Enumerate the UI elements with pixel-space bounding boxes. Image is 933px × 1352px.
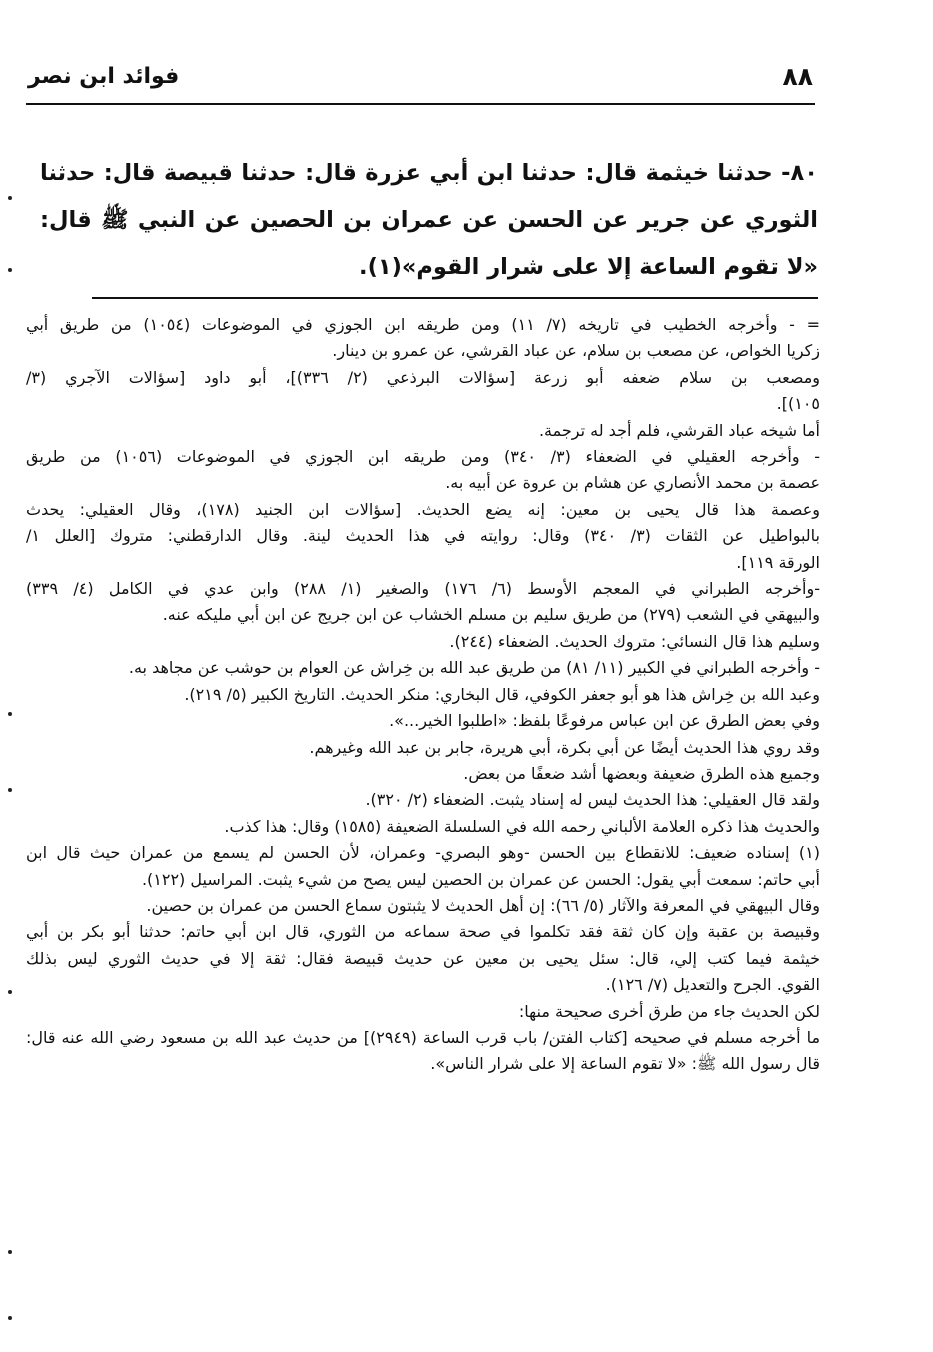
footnote-line: - وأخرجه العقيلي في الضعفاء (٣/ ٣٤٠) ومن طريقه ابن الجوزي في الموضوعات (١٠٥٦) من طريق: [26, 447, 820, 467]
footnote-line: وسليم هذا قال النسائي: متروك الحديث. الضعفاء (٢٤٤).: [449, 631, 820, 651]
page-number: ٨٨: [782, 62, 813, 91]
footnote-line: - وأخرجه الطبراني في الكبير (١١/ ٨١) من طريق عبد الله بن خِراش عن العوام بن حوشب عن مجاهد به.: [128, 658, 820, 678]
running-title: فوائد ابن نصر: [28, 64, 180, 89]
footnote-line: وقد روي هذا الحديث أيضًا عن أبي بكرة، أبي هريرة، جابر بن عبد الله وغيرهم.: [309, 737, 820, 757]
footnote-line: أما شيخه عباد القرشي، فلم أجد له ترجمة.: [538, 420, 820, 440]
scan-speck: [8, 196, 12, 200]
footnote-line: والحديث هذا ذكره العلامة الألباني رحمه الله في السلسلة الضعيفة (١٥٨٥) وقال: هذا كذب.: [224, 816, 820, 836]
page-header: [28, 62, 813, 102]
footnote-line: -وأخرجه الطبراني في المعجم الأوسط (٦/ ١٧٦) والصغير (١/ ٢٨٨) وابن عدي في الكامل (٤/ ٣٣٩): [26, 579, 820, 599]
footnote-line: عصمة بن محمد الأنصاري عن هشام بن عروة عن أبيه به.: [445, 473, 820, 493]
footnote-line: لكن الحديث جاء من طرق أخرى صحيحة منها:: [518, 1001, 820, 1021]
footnote-line: وعبد الله بن خِراش هذا هو أبو جعفر الكوفي، قال البخاري: منكر الحديث. التاريخ الكبير (٥/ ٢١٩).: [184, 684, 820, 704]
footnote-line: بالبواطيل عن الثقات (٣/ ٣٤٠) وقال: روايته في هذا الحديث لينة. وقال الدارقطني: متروك [العلل ١/: [26, 526, 820, 546]
hadith-paragraph: ٨٠- حدثنا خيثمة قال: حدثنا ابن أبي عزرة قال: حدثنا قبيصة قال: حدثنا الثوري عن جرير عن الحسن عن عمران بن الحصين عن النبي ﷺ قال: «لا تقوم الساعة إلا على شرار القوم»(١).: [40, 160, 818, 280]
footnote-line: وقال البيهقي في المعرفة والآثار (٥/ ٦٦): إن أهل الحديث لا يثبتون سماع الحسن من عمران بن حصين.: [146, 895, 820, 915]
footnotes: [26, 312, 820, 1078]
scan-speck: [8, 712, 12, 716]
footnote-line: زكريا الخواص، عن مصعب بن سلام، عن عباد القرشي، عن عمرو بن دينار.: [332, 341, 820, 361]
footnote-line: وفي بعض الطرق عن ابن عباس مرفوعًا بلفظ: «اطلبوا الخير...».: [389, 711, 820, 731]
footnote-line: ١٠٥)].: [776, 394, 820, 414]
footnote-line: ما أخرجه مسلم في صحيحه [كتاب الفتن/ باب قرب الساعة (٢٩٤٩)] من حديث عبد الله بن مسعود رضي الله عنه قال:: [26, 1027, 820, 1047]
footnote-line: وعصمة هذا قال يحيى بن معين: إنه يضع الحديث. [سؤالات ابن الجنيد (١٧٨)، وقال العقيلي: يحدث: [26, 499, 820, 519]
footnote-line: خيثمة فيما كتب إلي، قال: سئل يحيى بن معين عن حديث قبيصة فقال: ثقة إلا في حديث الثوري ليس بذلك: [26, 948, 820, 968]
hadith-text: [40, 150, 818, 291]
footnote-line: أبي حاتم: سمعت أبي يقول: الحسن عن عمران بن الحصين ليس يصح من شيء يثبت. المراسيل (١٢٢).: [141, 869, 820, 889]
footnote-line: ومصعب بن سلام ضعفه أبو زرعة [سؤالات البرذعي (٢/ ٣٣٦)]، أبو داود [سؤالات الآجري (٣/: [26, 367, 820, 387]
footnote-line: ولقد قال العقيلي: هذا الحديث ليس له إسناد يثبت. الضعفاء (٢/ ٣٢٠).: [365, 790, 820, 810]
scan-speck: [8, 990, 12, 994]
scan-speck: [8, 788, 12, 792]
scan-speck: [8, 268, 12, 272]
scan-speck: [8, 1250, 12, 1254]
footnote-separator: [92, 297, 818, 299]
footnote-line: (١) إسناده ضعيف: للانقطاع بين الحسن -وهو البصري- وعمران، لأن الحسن لم يسمع من عمران حيث قال ابن: [26, 843, 820, 863]
footnote-line: والبيهقي في الشعب (٢٧٩) من طريق سليم بن مسلم الخشاب عن ابن جريج عن ابن أبي مليكه عنه.: [162, 605, 820, 625]
footnote-line: = - وأخرجه الخطيب في تاريخه (٧/ ١١) ومن طريقه ابن الجوزي في الموضوعات (١٠٥٤) من طريق أبي: [26, 315, 820, 334]
footnote-line: قال رسول الله ﷺ: «لا تقوم الساعة إلا على شرار الناس».: [430, 1054, 820, 1074]
footnote-line: القوي. الجرح والتعديل (٧/ ١٢٦).: [605, 975, 820, 995]
footnote-line: الورقة ١١٩].: [736, 552, 820, 572]
footnote-line: وقبيصة بن عقبة وإن كان ثقة فقد تكلموا في صحة سماعه من الثوري، قال ابن أبي حاتم: حدثنا أبو بكر بن أبي: [26, 922, 820, 942]
footnote-line: وجميع هذه الطرق ضعيفة وبعضها أشد ضعفًا من بعض.: [463, 763, 820, 783]
header-rule: [26, 103, 815, 105]
scan-speck: [8, 1316, 12, 1320]
